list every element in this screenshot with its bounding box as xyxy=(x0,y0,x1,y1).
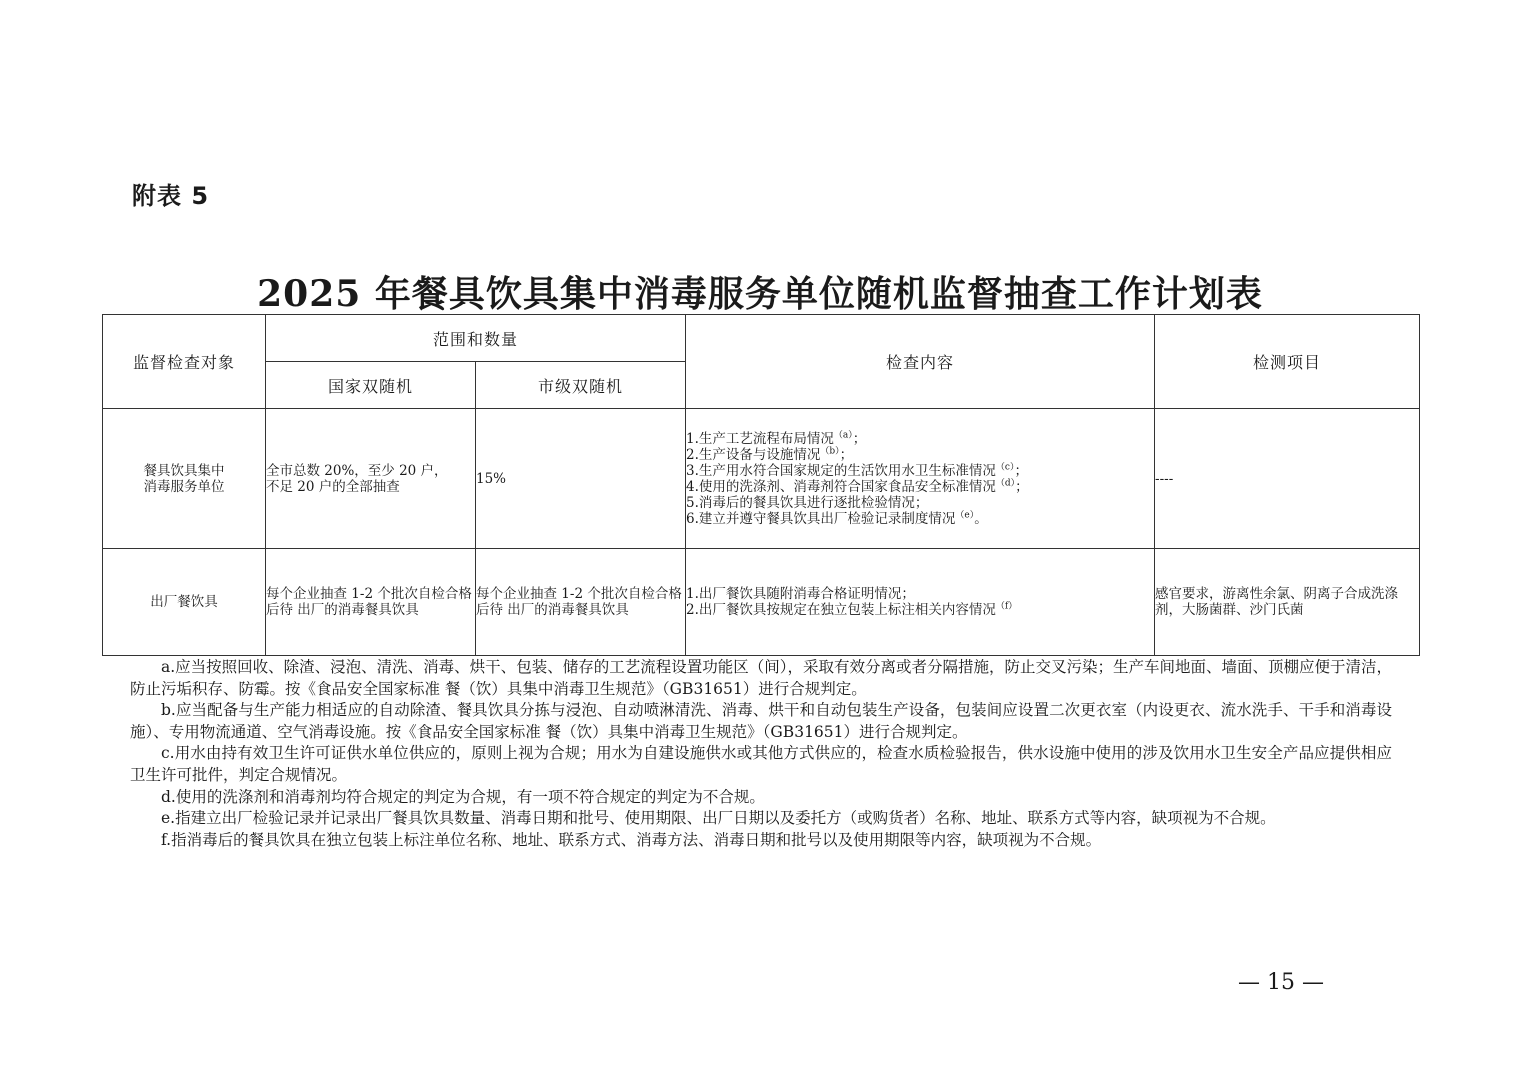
row-target: 出厂餐饮具 xyxy=(103,549,266,656)
row-content xyxy=(686,409,1155,549)
inspection-plan-table xyxy=(102,314,1420,656)
header-municipal: 市级双随机 xyxy=(476,362,686,409)
row-national: 每个企业抽查 1-2 个批次自检合格后待 出厂的消毒餐具饮具 xyxy=(266,549,476,656)
footnote: f.指消毒后的餐具饮具在独立包装上标注单位名称、地址、联系方式、消毒方法、消毒日期和批号以及使用期限等内容，缺项视为不合规。 xyxy=(161,830,1102,849)
content-item: 4.使用的洗涤剂、消毒剂符合国家食品安全标准情况$^{(d)}$； xyxy=(686,478,1029,495)
header-target: 监督检查对象 xyxy=(103,315,266,409)
footnote: b.应当配备与生产能力相适应的自动除渣、餐具饮具分拣与浸泡、自动喷淋清洗、消毒、烘干和自动包装生产设备，包装间应设置二次更衣室（内设更衣、流水洗手、干手和消毒设施）、专用物流通道、空气消毒设施。按《食品安全国家标准 餐（饮）具集中消毒卫生规范》（GB31651）进行合规判定。 xyxy=(130,701,1392,741)
header-content: 检查内容 xyxy=(686,315,1155,409)
page-number: — 15 — xyxy=(1238,970,1324,995)
content-item: 6.建立并遵守餐具饮具出厂检验记录制度情况$^{(e)}$。 xyxy=(686,510,988,527)
header-testing: 检测项目 xyxy=(1155,315,1420,409)
content-item: 1.出厂餐饮具随附消毒合格证明情况； xyxy=(686,586,915,602)
row-municipal: 每个企业抽查 1-2 个批次自检合格后待 出厂的消毒餐具饮具 xyxy=(476,549,686,656)
content-item: 3.生产用水符合国家规定的生活饮用水卫生标准情况$^{(c)}$； xyxy=(686,462,1028,479)
header-scope: 范围和数量 xyxy=(266,315,686,362)
page-title: 2025 年餐具饮具集中消毒服务单位随机监督抽查工作计划表 xyxy=(257,273,1263,315)
row-municipal: 15% xyxy=(476,409,686,549)
footnote: a.应当按照回收、除渣、浸泡、清洗、消毒、烘干、包装、储存的工艺流程设置功能区（间），采取有效分离或者分隔措施，防止交叉污染；生产车间地面、墙面、顶棚应便于清洁，防止污垢积存、防霉。按《食品安全国家标准 餐（饮）具集中消毒卫生规范》（GB31651）进行合规判定。 xyxy=(130,658,1392,698)
table-row xyxy=(103,409,1420,549)
content-item: 2.生产设备与设施情况$^{(b)}$； xyxy=(686,446,854,463)
footnotes xyxy=(130,657,1392,851)
header-national: 国家双随机 xyxy=(266,362,476,409)
content-item: 5.消毒后的餐具饮具进行逐批检验情况； xyxy=(686,494,929,511)
row-content xyxy=(686,549,1155,656)
table-header-row xyxy=(103,315,1420,362)
footnote: c.用水由持有效卫生许可证供水单位供应的，原则上视为合规；用水为自建设施供水或其他方式供应的，检查水质检验报告，供水设施中使用的涉及饮用水卫生安全产品应提供相应卫生许可批件，判定合规情况。 xyxy=(130,744,1392,784)
footnote: e.指建立出厂检验记录并记录出厂餐具饮具数量、消毒日期和批号、使用期限、出厂日期以及委托方（或购货者）名称、地址、联系方式等内容，缺项视为不合规。 xyxy=(161,809,1276,828)
table-row xyxy=(103,549,1420,656)
attachment-label: 附表 5 xyxy=(132,182,210,210)
row-target: 餐具饮具集中 消毒服务单位 xyxy=(103,409,266,549)
row-national: 全市总数 20%，至少 20 户， 不足 20 户的全部抽查 xyxy=(266,409,476,549)
content-item: 1.生产工艺流程布局情况$^{(a)}$； xyxy=(686,430,867,447)
footnote: d.使用的洗涤剂和消毒剂均符合规定的判定为合规，有一项不符合规定的判定为不合规。 xyxy=(161,787,765,806)
content-item: 2.出厂餐饮具按规定在独立包装上标注相关内容情况$^{(f)}$ xyxy=(686,601,1018,618)
row-testing: 感官要求，游离性余氯、阴离子合成洗涤剂，大肠菌群、沙门氏菌 xyxy=(1155,549,1420,656)
row-testing: ---- xyxy=(1155,409,1420,549)
